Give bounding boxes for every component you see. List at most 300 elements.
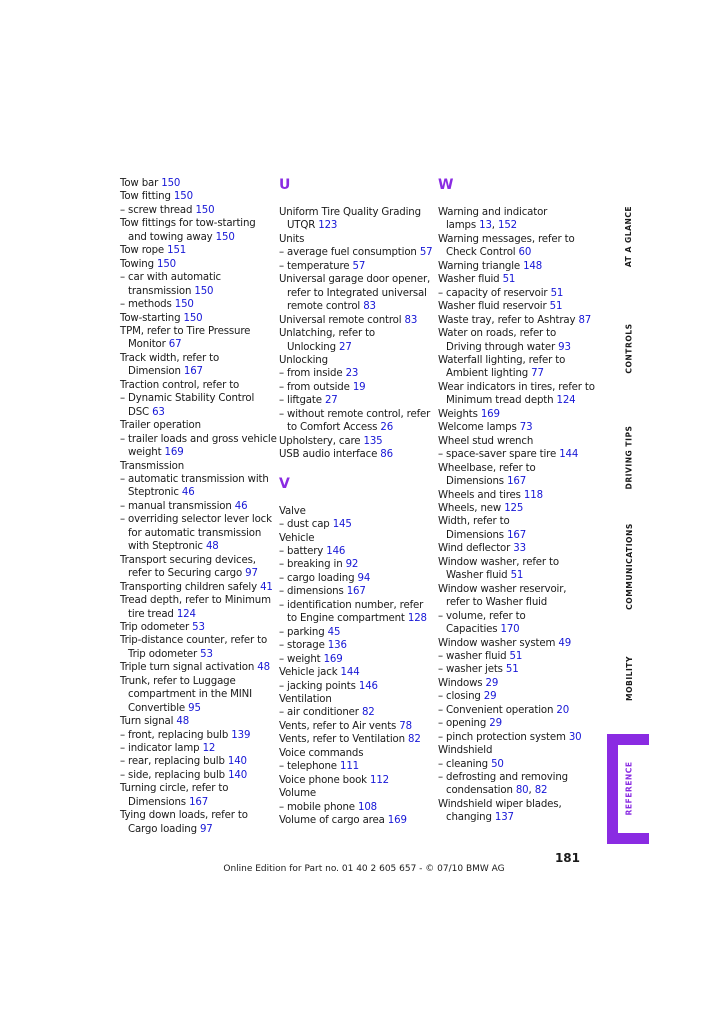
index-entry	[120, 258, 270, 271]
page-reference-link[interactable]: 150	[195, 204, 215, 216]
index-term: Width, refer to	[438, 516, 510, 528]
index-entry	[438, 287, 586, 300]
index-entry	[438, 771, 586, 784]
page-reference-link[interactable]: 169	[480, 408, 500, 420]
index-term: – Convenient operation	[438, 704, 557, 716]
page-reference-link[interactable]: 67	[168, 339, 182, 351]
index-entry	[279, 381, 427, 394]
index-entry	[120, 231, 270, 244]
page-reference-link[interactable]: 23	[345, 368, 359, 380]
index-term: – trailer loads and gross vehicle	[120, 433, 277, 445]
page-reference-link[interactable]: 136	[327, 640, 347, 652]
page-reference-link[interactable]: 148	[523, 260, 543, 272]
index-entry	[120, 594, 270, 607]
page-reference-link[interactable]: 46	[234, 500, 248, 512]
index-term: – pinch protection system	[438, 731, 569, 743]
page-reference-link[interactable]: 20	[556, 704, 570, 716]
page-reference-link[interactable]: 82	[534, 785, 548, 797]
index-entry	[279, 532, 427, 545]
index-term: refer to Integrated universal	[287, 287, 427, 299]
index-entry	[120, 217, 270, 230]
index-entry	[279, 408, 431, 421]
page-reference-link[interactable]: 51	[505, 664, 519, 676]
index-entry	[438, 542, 586, 555]
index-term: Water on roads, refer to	[438, 328, 557, 340]
index-term: Wheels, new	[438, 502, 505, 514]
page-reference-link[interactable]: 118	[523, 489, 543, 501]
index-term: refer to Washer fluid	[446, 597, 548, 609]
index-entry	[279, 585, 427, 598]
index-entry	[438, 784, 586, 797]
page-reference-link[interactable]: 169	[323, 653, 343, 665]
page-reference-link[interactable]: 29	[485, 677, 499, 689]
index-term: Ventilation	[279, 693, 332, 705]
index-term: Trip-distance counter, refer to	[120, 635, 268, 647]
index-term: lamps	[446, 220, 480, 232]
page-reference-link[interactable]: 19	[352, 381, 366, 393]
index-term: Wheelbase, refer to	[438, 462, 536, 474]
index-entry	[120, 379, 270, 392]
index-term: Dimension	[128, 366, 184, 378]
index-entry	[279, 626, 427, 639]
page-reference-link[interactable]: 13	[479, 220, 492, 232]
index-term: Warning messages, refer to	[438, 233, 575, 245]
page-reference-link[interactable]: 97	[199, 823, 213, 835]
index-entry	[279, 341, 427, 354]
index-term: – telephone	[279, 761, 341, 773]
index-entry	[120, 688, 270, 701]
index-term: Warning and indicator	[438, 207, 548, 218]
index-term: Units	[279, 233, 305, 245]
page-reference-link[interactable]: 140	[228, 769, 248, 781]
index-entry	[279, 287, 427, 300]
index-term: compartment in the MINI	[128, 689, 252, 701]
index-entry	[279, 814, 427, 827]
page-reference-link[interactable]: 146	[326, 545, 346, 557]
index-term: – volume, refer to	[438, 610, 526, 622]
index-term: Warning triangle	[438, 260, 524, 272]
index-term: – car with automatic	[120, 272, 221, 284]
index-entry	[438, 583, 586, 596]
page-reference-link[interactable]: 124	[176, 608, 196, 620]
index-entry	[279, 558, 427, 571]
index-entry	[438, 354, 586, 367]
index-letter-heading: V	[279, 475, 290, 492]
index-term: Wear indicators in tires, refer to	[438, 381, 595, 393]
index-term: – space-saver spare tire	[438, 449, 560, 461]
page-reference-link[interactable]: 170	[500, 624, 520, 636]
index-entry	[120, 244, 270, 257]
section-tab-mobility[interactable]	[617, 650, 641, 706]
index-entry	[438, 758, 586, 771]
page-reference-link[interactable]: 167	[507, 529, 527, 541]
index-term: Washer fluid	[438, 274, 503, 286]
index-entry	[438, 489, 586, 502]
page-reference-link[interactable]: 45	[327, 626, 341, 638]
index-term: Tow fittings for tow-starting	[120, 218, 256, 230]
index-term: Minimum tread depth	[446, 395, 557, 407]
index-entry	[120, 285, 270, 298]
page-reference-link[interactable]: 111	[340, 761, 360, 773]
page-reference-link[interactable]: 41	[260, 581, 273, 593]
page-reference-link[interactable]: 57	[352, 260, 366, 272]
page-reference-link[interactable]: 137	[494, 812, 514, 824]
index-term: Trip odometer	[128, 648, 201, 660]
index-term: Uniform Tire Quality Grading	[279, 207, 421, 218]
index-entry	[279, 206, 427, 219]
index-entry	[120, 540, 270, 553]
page-reference-link[interactable]: 146	[358, 680, 378, 692]
index-entry	[438, 515, 586, 528]
page-reference-link[interactable]: 51	[550, 287, 564, 299]
page-reference-link[interactable]: 112	[370, 774, 389, 786]
index-term: – indicator lamp	[120, 743, 203, 755]
index-entry	[279, 639, 427, 652]
index-term: to Engine compartment	[287, 613, 408, 625]
index-term: for automatic transmission	[128, 527, 262, 539]
index-term: Windshield	[438, 745, 493, 757]
index-term: – dust cap	[279, 519, 333, 531]
index-term: – cleaning	[438, 758, 492, 770]
index-entry	[438, 731, 586, 744]
index-entry	[120, 190, 270, 203]
index-entry	[438, 367, 586, 380]
index-term: Monitor	[128, 339, 169, 351]
page-reference-link[interactable]: 92	[345, 559, 359, 571]
index-entry	[120, 567, 270, 580]
page-reference-link[interactable]: 167	[189, 796, 209, 808]
index-entry	[438, 677, 586, 690]
page-reference-link[interactable]: 48	[205, 541, 219, 553]
footer-text: Online Edition for Part no. 01 40 2 605 657 - © 07/10 BMW AG	[223, 864, 505, 874]
page-reference-link[interactable]: 30	[568, 731, 582, 743]
page-reference-link[interactable]: 167	[507, 476, 527, 488]
page-reference-link[interactable]: 50	[491, 758, 504, 770]
index-term: and towing away	[128, 231, 216, 243]
index-entry	[438, 811, 586, 824]
index-entry	[438, 637, 586, 650]
index-entry	[438, 650, 586, 663]
page-reference-link[interactable]: 53	[192, 621, 205, 633]
page-reference-link[interactable]: 86	[380, 449, 393, 461]
section-tab-driving-tips[interactable]	[617, 422, 641, 492]
page-reference-link[interactable]: 29	[483, 691, 497, 703]
index-term: – front, replacing bulb	[120, 729, 232, 741]
index-term: Voice commands	[279, 747, 364, 759]
index-entry	[279, 300, 427, 313]
section-tab-communications[interactable]	[617, 520, 641, 612]
index-term: – from inside	[279, 368, 346, 380]
index-term: Capacities	[446, 624, 501, 636]
page-reference-link[interactable]: 48	[176, 716, 190, 728]
index-entry	[279, 787, 427, 800]
index-entry	[279, 314, 427, 327]
index-entry	[279, 733, 427, 746]
index-entry	[120, 621, 270, 634]
index-entry	[120, 675, 270, 688]
page-reference-link[interactable]: 78	[399, 720, 412, 732]
index-entry	[279, 653, 427, 666]
index-entry	[120, 796, 270, 809]
index-term: Triple turn signal activation	[120, 662, 258, 674]
page-reference-link[interactable]: 27	[338, 341, 352, 353]
index-term: – temperature	[279, 260, 353, 272]
index-term: Wheel stud wrench	[438, 435, 534, 447]
page-reference-link[interactable]: 51	[509, 650, 523, 662]
index-term: – opening	[438, 718, 490, 730]
index-entry	[120, 486, 270, 499]
page-reference-link[interactable]: 57	[419, 247, 433, 259]
index-entry	[279, 518, 427, 531]
index-term: UTQR	[287, 220, 319, 232]
index-entry	[438, 327, 586, 340]
page-reference-link[interactable]: 87	[578, 314, 592, 326]
index-term: – from outside	[279, 381, 353, 393]
page-reference-link[interactable]: 93	[558, 341, 571, 353]
index-term: Track width, refer to	[120, 352, 220, 364]
page-reference-link[interactable]: 27	[324, 395, 338, 407]
page-reference-link[interactable]: 150	[194, 285, 214, 297]
page-reference-link[interactable]: 12	[202, 743, 216, 755]
page-reference-link[interactable]: 150	[174, 299, 194, 311]
index-entry	[279, 260, 427, 273]
index-entry	[120, 702, 270, 715]
index-entry	[279, 219, 427, 232]
index-term: Wheels and tires	[438, 489, 524, 501]
index-entry	[438, 663, 586, 676]
index-term: Waste tray, refer to Ashtray	[438, 314, 579, 326]
index-entry	[279, 747, 427, 760]
index-term: – defrosting and removing	[438, 772, 568, 784]
index-entry	[279, 367, 427, 380]
index-term: – dimensions	[279, 586, 347, 598]
index-entry	[120, 823, 270, 836]
page-reference-link[interactable]: 97	[245, 568, 258, 580]
page-reference-link[interactable]: 152	[497, 220, 517, 232]
index-entry	[120, 809, 270, 822]
page-reference-link[interactable]: 150	[161, 178, 181, 189]
page-reference-link[interactable]: 123	[318, 220, 338, 232]
index-entry	[120, 473, 270, 486]
index-term: Volume	[279, 788, 316, 800]
index-entry	[279, 572, 427, 585]
section-tab-at-a-glance[interactable]	[617, 198, 641, 274]
index-entry	[279, 327, 427, 340]
page-reference-link[interactable]: 128	[407, 613, 427, 625]
index-term: Vehicle	[279, 532, 315, 544]
index-entry	[438, 798, 586, 811]
index-term: – parking	[279, 626, 328, 638]
index-entry	[120, 513, 270, 526]
index-entry	[120, 634, 270, 647]
index-column-2	[279, 177, 433, 827]
index-term: remote control	[287, 301, 364, 313]
page-reference-link[interactable]: 167	[183, 366, 203, 378]
page-reference-link[interactable]: 167	[346, 586, 366, 598]
page-reference-link[interactable]: 60	[518, 247, 532, 259]
index-entry	[438, 314, 592, 327]
index-term: Ambient lighting	[446, 368, 532, 380]
index-term: Check Control	[446, 247, 519, 259]
index-entry	[438, 717, 586, 730]
index-term: transmission	[128, 285, 195, 297]
page-reference-link[interactable]: 82	[408, 734, 421, 746]
page-reference-link[interactable]: 140	[227, 756, 247, 768]
index-entry	[120, 608, 270, 621]
page-reference-link[interactable]: 139	[231, 729, 251, 741]
page-reference-link[interactable]: 83	[404, 314, 418, 326]
index-term: Traction control, refer to	[120, 379, 240, 391]
page-reference-link[interactable]: 150	[157, 258, 176, 270]
index-entry	[279, 505, 427, 518]
index-term: Transmission	[120, 460, 185, 472]
index-term: – rear, replacing bulb	[120, 756, 228, 768]
index-entry	[438, 408, 586, 421]
index-term: – air conditioner	[279, 707, 362, 719]
page-reference-link[interactable]: 83	[363, 301, 376, 313]
index-term: Unlatching, refer to	[279, 328, 376, 340]
section-tab-reference[interactable]	[617, 756, 641, 820]
page-reference-link[interactable]: 151	[167, 245, 187, 257]
index-entry	[120, 729, 270, 742]
index-term: Vents, refer to Air vents	[279, 720, 400, 732]
index-term: Turning circle, refer to	[120, 783, 229, 795]
section-tab-controls[interactable]	[617, 318, 641, 378]
index-entry	[120, 500, 270, 513]
section-tab-label: AT A GLANCE	[624, 205, 634, 267]
index-entry	[438, 381, 595, 394]
index-term: Tying down loads, refer to	[120, 810, 248, 822]
index-entry	[438, 341, 586, 354]
page-reference-link[interactable]: 77	[531, 368, 544, 380]
index-entry	[120, 352, 270, 365]
index-entry	[120, 365, 270, 378]
separator: ,	[528, 785, 535, 797]
page-reference-link[interactable]: 135	[363, 435, 383, 447]
index-term: Steptronic	[128, 487, 182, 499]
index-letter-heading: W	[438, 177, 454, 193]
page-reference-link[interactable]: 46	[181, 487, 195, 499]
index-term: – Dynamic Stability Control	[120, 393, 255, 405]
index-term: condensation	[446, 785, 516, 797]
index-term: Windows	[438, 677, 486, 689]
index-term: Universal remote control	[279, 314, 405, 326]
index-entry	[120, 312, 270, 325]
index-term: Tread depth, refer to Minimum	[120, 595, 271, 607]
page-reference-link[interactable]: 95	[188, 702, 201, 714]
index-entry	[438, 744, 586, 757]
index-entry	[438, 300, 586, 313]
page-reference-link[interactable]: 150	[173, 191, 193, 203]
index-term: – overriding selector lever lock	[120, 514, 272, 526]
page-reference-link[interactable]: 53	[200, 648, 213, 660]
page-reference-link[interactable]: 29	[489, 718, 502, 730]
section-tab-label: DRIVING TIPS	[624, 425, 634, 489]
index-entry	[438, 529, 586, 542]
index-term: Windshield wiper blades,	[438, 798, 562, 810]
page-reference-link[interactable]: 48	[257, 662, 270, 674]
index-entry	[120, 715, 270, 728]
page-reference-link[interactable]: 80	[515, 785, 529, 797]
index-term: Wind deflector	[438, 543, 514, 555]
index-term: Dimensions	[446, 476, 508, 488]
index-term: Upholstery, care	[279, 435, 364, 447]
index-entry	[279, 760, 427, 773]
page-reference-link[interactable]: 150	[215, 231, 235, 243]
index-entry	[438, 435, 586, 448]
index-term: refer to Securing cargo	[128, 568, 246, 580]
section-tab-label: CONTROLS	[624, 322, 634, 374]
index-term: – manual transmission	[120, 500, 235, 512]
index-entry	[120, 782, 270, 795]
index-term: Turn signal	[120, 716, 177, 728]
index-entry	[279, 246, 433, 259]
index-term: DSC	[128, 406, 153, 418]
index-entry	[438, 421, 586, 434]
page-reference-link[interactable]: 51	[502, 274, 516, 286]
page-reference-link[interactable]: 49	[558, 637, 572, 649]
page-reference-link[interactable]: 125	[504, 502, 524, 514]
index-entry	[279, 354, 427, 367]
index-term: – methods	[120, 299, 175, 311]
index-term: Vehicle jack	[279, 667, 341, 679]
page-reference-link[interactable]: 144	[340, 667, 360, 679]
index-entry	[120, 581, 273, 594]
index-entry	[120, 742, 270, 755]
page-reference-link[interactable]: 145	[332, 519, 352, 531]
index-entry	[279, 801, 427, 814]
index-entry	[120, 446, 270, 459]
page-reference-link[interactable]: 94	[357, 572, 371, 584]
page-reference-link[interactable]: 63	[152, 406, 165, 418]
page-reference-link[interactable]: 144	[559, 449, 579, 461]
page-reference-link[interactable]: 150	[183, 312, 203, 324]
index-term: Window washer system	[438, 637, 559, 649]
page-reference-link[interactable]: 169	[164, 447, 184, 459]
section-gap	[279, 462, 427, 476]
index-entry	[279, 435, 427, 448]
index-entry	[120, 755, 270, 768]
index-entry	[438, 448, 586, 461]
page-reference-link[interactable]: 51	[510, 570, 524, 582]
index-entry	[120, 204, 270, 217]
index-term: Transport securing devices,	[120, 554, 256, 566]
page-reference-link[interactable]: 26	[380, 422, 394, 434]
index-term: Volume of cargo area	[279, 815, 388, 827]
index-term: Voice phone book	[279, 774, 370, 786]
index-term: Driving through water	[446, 341, 559, 353]
index-entry	[438, 233, 586, 246]
index-entry	[438, 475, 586, 488]
index-term: – breaking in	[279, 559, 346, 571]
index-entry	[279, 273, 431, 286]
index-entry	[120, 769, 270, 782]
index-term: Dimensions	[128, 796, 190, 808]
page-reference-link[interactable]: 124	[556, 395, 576, 407]
page-reference-link[interactable]: 73	[519, 422, 533, 434]
page-reference-link[interactable]: 108	[358, 801, 377, 813]
index-entry	[438, 394, 586, 407]
index-term: Tow bar	[120, 178, 162, 189]
page-reference-link[interactable]: 82	[361, 707, 375, 719]
page-reference-link[interactable]: 169	[387, 815, 407, 827]
index-term: Valve	[279, 505, 306, 517]
page-reference-link[interactable]: 51	[549, 301, 563, 313]
index-entry	[120, 661, 270, 674]
index-term: Washer fluid	[446, 570, 511, 582]
page-reference-link[interactable]: 33	[513, 543, 526, 555]
index-entry	[279, 720, 427, 733]
